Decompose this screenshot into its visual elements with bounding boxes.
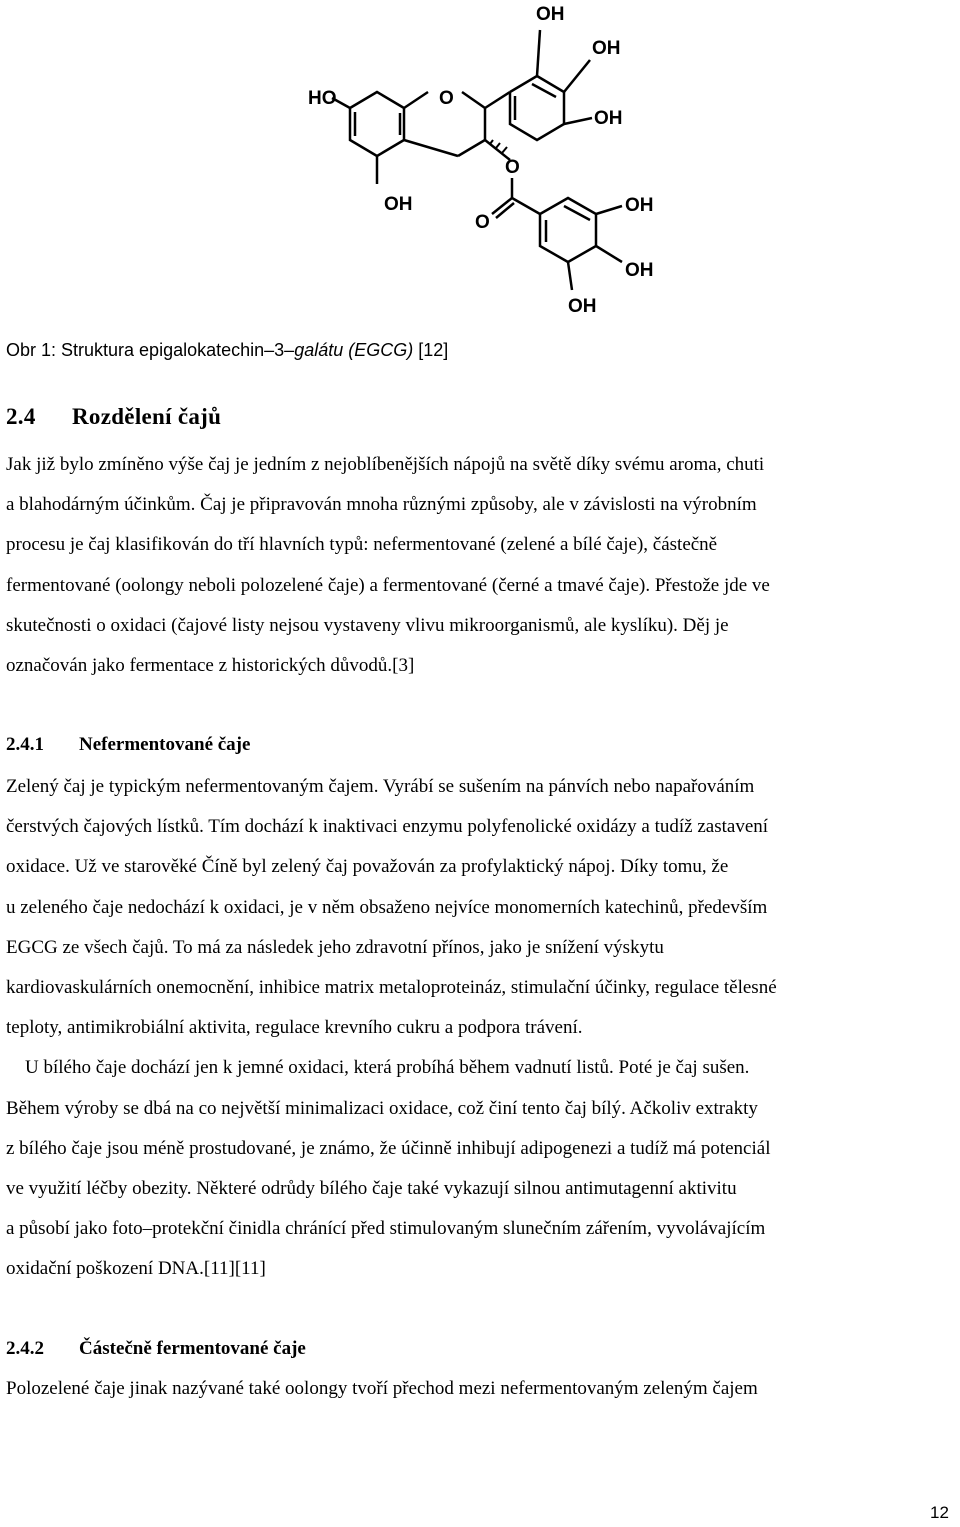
oh-label-gallate-bottom: OH <box>568 296 597 317</box>
text-line: EGCG ze všech čajů. To má za následek jeho zdravotní přínos, jako je snížení výskytu <box>6 936 664 958</box>
text-line: skutečnosti o oxidaci (čajové listy nejsou vystaveny vlivu mikroorganismů, ale kyslíku). Děj je <box>6 614 729 636</box>
text-line: Během výroby se dbá na co největší minimalizaci oxidace, což činí tento čaj bílý. Ačkoliv extrakty <box>6 1097 758 1119</box>
figure-caption <box>6 340 448 361</box>
paragraph-2-4-2 <box>6 1369 954 1409</box>
section-heading-2-4-2 <box>6 1338 306 1360</box>
section-title: Nefermentované čaje <box>79 734 251 755</box>
oh-label-b-mid: OH <box>592 38 621 59</box>
egcg-structure-figure <box>300 0 670 322</box>
o-label-carbonyl: O <box>475 212 490 233</box>
text-line: ve využití léčby obezity. Některé odrůdy bílého čaje také vykazují silnou antimutagenní aktivitu <box>6 1177 737 1199</box>
oh-label-a-bottom: OH <box>384 194 413 215</box>
text-line: z bílého čaje jsou méně prostudované, je známo, že účinně inhibují adipogenezi a tudíž má potenciál <box>6 1137 771 1159</box>
section-title: Rozdělení čajů <box>72 404 222 429</box>
ho-label-left: HO <box>308 88 337 109</box>
oh-label-gallate-top: OH <box>625 195 654 216</box>
o-label-ester: O <box>505 157 520 178</box>
text-line: oxidace. Už ve starověké Číně byl zelený čaj považován za profylaktický nápoj. Díky tomu, že <box>6 856 729 878</box>
section-heading-2-4 <box>6 404 221 430</box>
text-line: u zeleného čaje nedochází k oxidaci, je v něm obsaženo nejvíce monomerních katechinů, především <box>6 896 768 918</box>
text-line: Polozelené čaje jinak nazývané také oolongy tvoří přechod mezi nefermentovaným zeleným čajem <box>6 1378 758 1399</box>
caption-italic: galátu (EGCG) <box>294 340 414 360</box>
text-line: čerstvých čajových lístků. Tím dochází k inaktivaci enzymu polyfenolické oxidázy a tudíž zastavení <box>6 816 769 838</box>
paragraph-2-4-1 <box>6 767 954 1289</box>
text-line: kardiovaskulárních onemocnění, inhibice matrix metaloproteináz, stimulační účinky, regulace tělesné <box>6 976 777 998</box>
caption-suffix: [12] <box>413 340 449 360</box>
page-number: 12 <box>930 1503 949 1522</box>
text-line: a působí jako foto–protekční činidla chránící před stimulovaným slunečním zářením, vyvolávajícím <box>6 1218 766 1240</box>
oh-label-gallate-mid: OH <box>625 260 654 281</box>
text-line: Jak již bylo zmíněno výše čaj je jedním z nejoblíbenějších nápojů na světě díky svému aroma, chuti <box>6 454 765 475</box>
text-line: fermentované (oolongy neboli polozelené čaje) a fermentované (černé a tmavé čaje). Přestože jde ve <box>6 574 770 596</box>
caption-prefix: Obr 1: Struktura epigalokatechin–3– <box>6 340 295 360</box>
section-heading-2-4-1 <box>6 734 250 756</box>
section-title: Částečně fermentované čaje <box>79 1338 306 1359</box>
text-line: teploty, antimikrobiální aktivita, regulace krevního cukru a podpora trávení. <box>6 1017 583 1039</box>
paragraph-2-4 <box>6 445 954 686</box>
oh-label-b-right: OH <box>594 108 623 129</box>
o-label-ring: O <box>439 88 454 109</box>
section-number: 2.4 <box>6 404 36 429</box>
text-line: procesu je čaj klasifikován do tří hlavních typů: nefermentované (zelené a bílé čaje), částečně <box>6 534 718 556</box>
section-number: 2.4.2 <box>6 1338 44 1359</box>
text-line: oxidační poškození DNA.[11][11] <box>6 1258 266 1280</box>
oh-label-top: OH <box>536 4 565 25</box>
text-line: U bílého čaje dochází jen k jemné oxidaci, která probíhá během vadnutí listů. Poté je čaj sušen. <box>6 1057 750 1079</box>
text-line: označován jako fermentace z historických důvodů.[3] <box>6 654 415 676</box>
section-number: 2.4.1 <box>6 734 44 755</box>
text-line: a blahodárným účinkům. Čaj je připravován mnoha různými způsoby, ale v závislosti na výrobním <box>6 494 757 516</box>
text-line: Zelený čaj je typickým nefermentovaným čajem. Vyrábí se sušením na pánvích nebo napařováním <box>6 776 755 797</box>
